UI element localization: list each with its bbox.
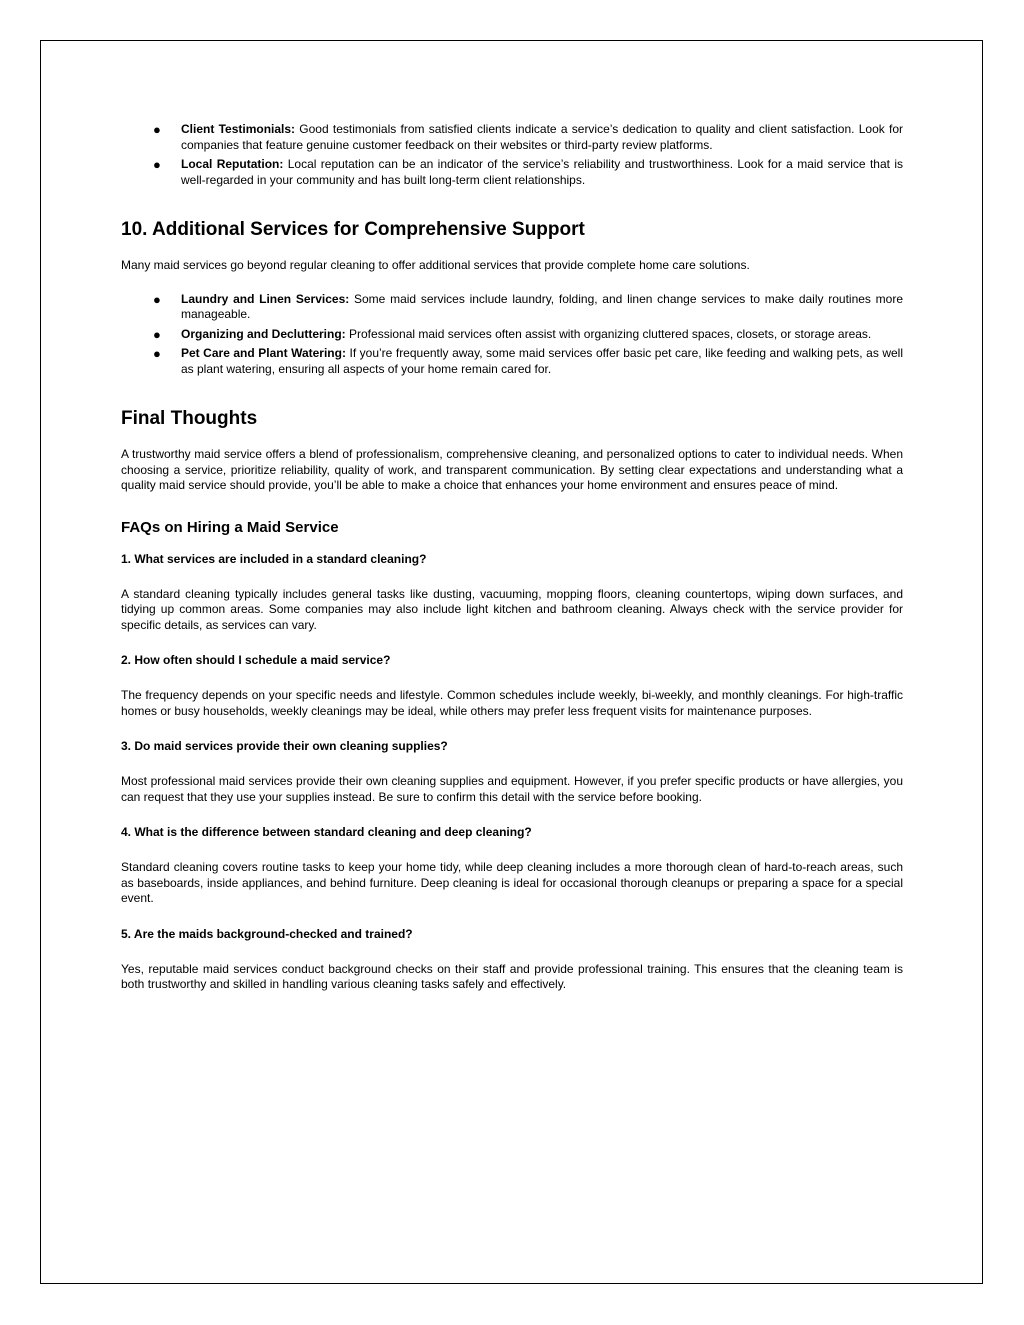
bullet-icon: ● bbox=[153, 346, 161, 361]
faq-question-5: 5. Are the maids background-checked and trained? bbox=[121, 926, 413, 941]
final-thoughts-body: A trustworthy maid service offers a blend of professionalism, comprehensive cleaning, and personalized options to cater to individual needs. When choosing a service, prioritize reliability, quality of work, and transparent communication. By setting clear expectations and understanding what a quality maid service should provide, you’ll be able to make a choice that enhances your home environment and ensures peace of mind. bbox=[121, 447, 903, 492]
faq-answer-1: A standard cleaning typically includes general tasks like dusting, vacuuming, mopping floors, cleaning countertops, wiping down surfaces, and tidying up common areas. Some companies may also include light kitchen and bathroom cleaning. Always check with the service provider for specific details, as services can vary. bbox=[121, 586, 903, 632]
faqs-heading: FAQs on Hiring a Maid Service bbox=[121, 518, 339, 536]
bullet-icon: ● bbox=[153, 157, 161, 172]
faq-question-3: 3. Do maid services provide their own cleaning supplies? bbox=[121, 739, 448, 753]
list-item-pet-care bbox=[121, 346, 903, 377]
additional-services-list bbox=[121, 292, 903, 378]
faq-question-2: 2. How often should I schedule a maid service? bbox=[121, 653, 391, 667]
bullet-icon: ● bbox=[153, 291, 161, 307]
bullet-text: Local reputation can be an indicator of the service’s reliability and trustworthiness. Look for a maid service that is well-regarded in your community and has built long-term client relationships. bbox=[181, 157, 903, 187]
list-item-laundry bbox=[121, 292, 903, 323]
section-10-intro: Many maid services go beyond regular cleaning to offer additional services that provide complete home care solutions. bbox=[121, 258, 750, 272]
bullet-term: Local Reputation: bbox=[181, 157, 284, 171]
faq-answer-4: Standard cleaning covers routine tasks to keep your home tidy, while deep cleaning includes a more thorough clean of hard-to-reach areas, such as baseboards, inside appliances, and behind furniture. Deep cleaning is ideal for occasional thorough cleanups or preparing a space for a special event. bbox=[121, 860, 903, 905]
top-bullet-list bbox=[121, 122, 903, 188]
bullet-term: Pet Care and Plant Watering: bbox=[181, 346, 346, 360]
bullet-term: Laundry and Linen Services: bbox=[181, 291, 350, 306]
bullet-icon: ● bbox=[153, 326, 161, 342]
document-content bbox=[121, 122, 903, 993]
list-item-local-reputation bbox=[121, 157, 903, 188]
bullet-text: If you’re frequently away, some maid services offer basic pet care, like feeding and walking pets, as well as plant watering, ensuring all aspects of your home remain cared for. bbox=[181, 346, 904, 376]
bullet-text: Good testimonials from satisfied clients indicate a service’s dedication to quality and client satisfaction. Look for companies that feature genuine customer feedback on their websites or third-party review platforms. bbox=[181, 122, 903, 152]
faq-answer-2: The frequency depends on your specific needs and lifestyle. Common schedules include weekly, bi-weekly, and monthly cleanings. For high-traffic homes or busy households, weekly cleanings may be ideal, while others may prefer less frequent visits for maintenance purposes. bbox=[121, 688, 903, 718]
bullet-text: Some maid services include laundry, folding, and linen change services to make daily routines more manageable. bbox=[181, 291, 904, 321]
faq-question-1: 1. What services are included in a standard cleaning? bbox=[121, 551, 427, 566]
final-thoughts-heading: Final Thoughts bbox=[121, 408, 258, 429]
faq-answer-5: Yes, reputable maid services conduct background checks on their staff and provide professional training. This ensures that the cleaning team is both trustworthy and skilled in handling various cleaning tasks safely and effectively. bbox=[121, 961, 903, 991]
bullet-term: Organizing and Decluttering: bbox=[181, 326, 346, 341]
bullet-term: Client Testimonials: bbox=[181, 122, 296, 136]
list-item-client-testimonials bbox=[121, 122, 903, 153]
faq-question-4: 4. What is the difference between standard cleaning and deep cleaning? bbox=[121, 825, 532, 839]
bullet-text: Professional maid services often assist with organizing cluttered spaces, closets, or storage areas. bbox=[345, 326, 872, 341]
list-item-organizing bbox=[121, 327, 903, 343]
section-10-heading: 10. Additional Services for Comprehensive Support bbox=[121, 219, 585, 240]
faq-answer-3: Most professional maid services provide their own cleaning supplies and equipment. However, if you prefer specific products or have allergies, you can request that they use your supplies instead. Be sure to confirm this detail with the service before booking. bbox=[121, 774, 903, 804]
bullet-icon: ● bbox=[153, 122, 161, 137]
